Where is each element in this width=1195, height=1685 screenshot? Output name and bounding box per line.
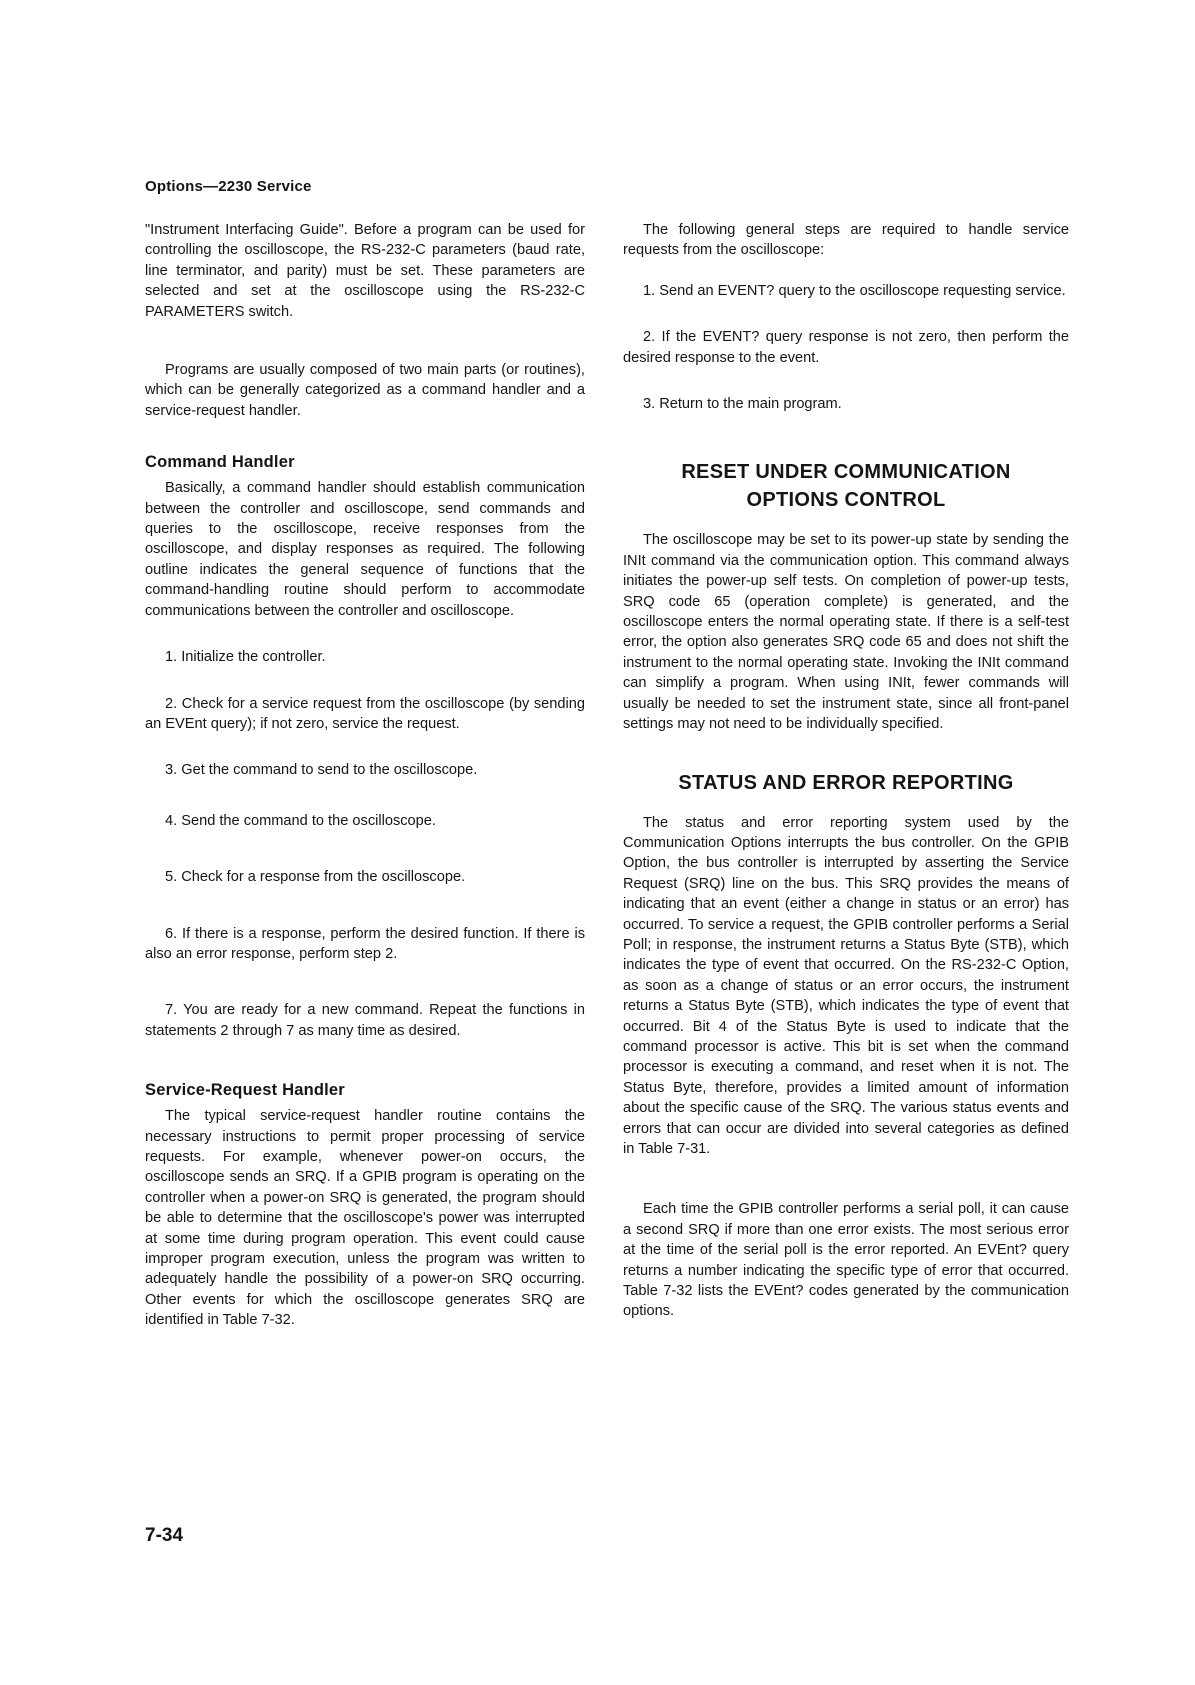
service-request-steps-intro: The following general steps are required to handle service requests from the oscilloscope: — [623, 222, 1069, 259]
running-header: Options—2230 Service — [145, 178, 312, 195]
reset-heading-line-1: RESET UNDER COMMUNICATION — [681, 461, 1011, 484]
command-step-4: 4. Send the command to the oscilloscope. — [165, 812, 436, 829]
service-step-1: 1. Send an EVENT? query to the oscilloscope requesting service. — [643, 282, 1066, 299]
command-step-2: 2. Check for a service request from the oscilloscope (by sending an EVEnt query); if not zero, service the request. — [145, 695, 585, 732]
service-request-handler-heading: Service-Request Handler — [145, 1081, 345, 1100]
command-handler-body: Basically, a command handler should establish communication between the controller and oscilloscope, send commands and queries to the oscilloscope, receive responses from the oscilloscope, and display responses as required. The following outline indicates the general sequence of functions that the command-handling routine should perform to accommodate communications between the controller and oscilloscope. — [145, 480, 585, 619]
command-step-6: 6. If there is a response, perform the desired function. If there is also an error response, perform step 2. — [145, 925, 585, 962]
intro-paragraph: "Instrument Interfacing Guide". Before a program can be used for controlling the oscilloscope, the RS-232-C parameters (baud rate, line terminator, and parity) must be set. These parameters are selected and set at the oscilloscope using the RS-232-C PARAMETERS switch. — [145, 222, 585, 320]
command-step-1: 1. Initialize the controller. — [165, 649, 326, 666]
command-handler-heading: Command Handler — [145, 453, 295, 472]
service-step-2: 2. If the EVENT? query response is not zero, then perform the desired response to the event. — [623, 329, 1069, 366]
programs-paragraph: Programs are usually composed of two main parts (or routines), which can be generally categorized as a command handler and a service-request handler. — [145, 362, 585, 419]
status-body-1: The status and error reporting system used by the Communication Options interrupts the bus controller. On the GPIB Option, the bus controller is interrupted by asserting the Service Request (SRQ) line on the bus. This SRQ provides the means of indicating that an event (either a change in status or an error) has occurred. To service a request, the GPIB controller performs a Serial Poll; in response, the instrument returns a Status Byte (STB), which indicates the type of event that occurred. On the RS-232-C Option, as soon as a change of status or an error occurs, the instrument returns a Status Byte (STB), which indicates the type of event that occurred. Bit 4 of the Status Byte is used to indicate that the command processor is active. This bit is set when the command processor is executing a command, and reset when it is not. The Status Byte, therefore, provides a limited amount of information about the specific cause of the SRQ. The various status events and errors that can occur are divided into several categories as defined in Table 7-31. — [623, 814, 1069, 1157]
command-step-3: 3. Get the command to send to the oscilloscope. — [165, 762, 478, 779]
command-step-5: 5. Check for a response from the oscilloscope. — [165, 869, 466, 886]
page-number: 7-34 — [145, 1525, 184, 1546]
status-body-2: Each time the GPIB controller performs a serial poll, it can cause a second SRQ if more than one error exists. The most serious error at the time of the serial poll is the error reported. An EVEnt? query returns a number indicating the specific type of error that occurred. Table 7-32 lists the EVEnt? codes generated by the communication options. — [623, 1201, 1069, 1320]
reset-heading-line-2: OPTIONS CONTROL — [746, 489, 946, 512]
reset-body: The oscilloscope may be set to its power-up state by sending the INIt command via the communication option. This command always initiates the power-up self tests. On completion of power-up tests, SRQ code 65 (operation complete) is generated, and the oscilloscope enters the normal operating state. If there is a self-test error, the option also generates SRQ code 65 and does not shift the instrument to the normal operating state. Invoking the INIt command can simplify a program. When using INIt, fewer commands will usually be needed to set the instrument state, since all front-panel settings may not need to be individually specified. — [623, 532, 1069, 733]
right-column — [623, 220, 1069, 1322]
command-step-7: 7. You are ready for a new command. Repeat the functions in statements 2 through 7 as many time as desired. — [145, 1002, 585, 1039]
reset-heading — [623, 458, 1069, 514]
left-column — [145, 220, 585, 1331]
service-step-3: 3. Return to the main program. — [643, 396, 842, 413]
service-request-handler-body: The typical service-request handler routine contains the necessary instructions to permit proper processing of service requests. For example, whenever power-on occurs, the oscilloscope sends an SRQ. If a GPIB program is operating on the controller when a power-on SRQ is generated, the program should be able to determine that the oscilloscope's power was interrupted at some time during program operation. This event could cause improper program execution, unless the program was written to adequately handle the possibility of a power-on SRQ occurring. Other events for which the oscilloscope generates SRQ are identified in Table 7-32. — [145, 1108, 585, 1329]
status-heading: STATUS AND ERROR REPORTING — [678, 771, 1014, 794]
